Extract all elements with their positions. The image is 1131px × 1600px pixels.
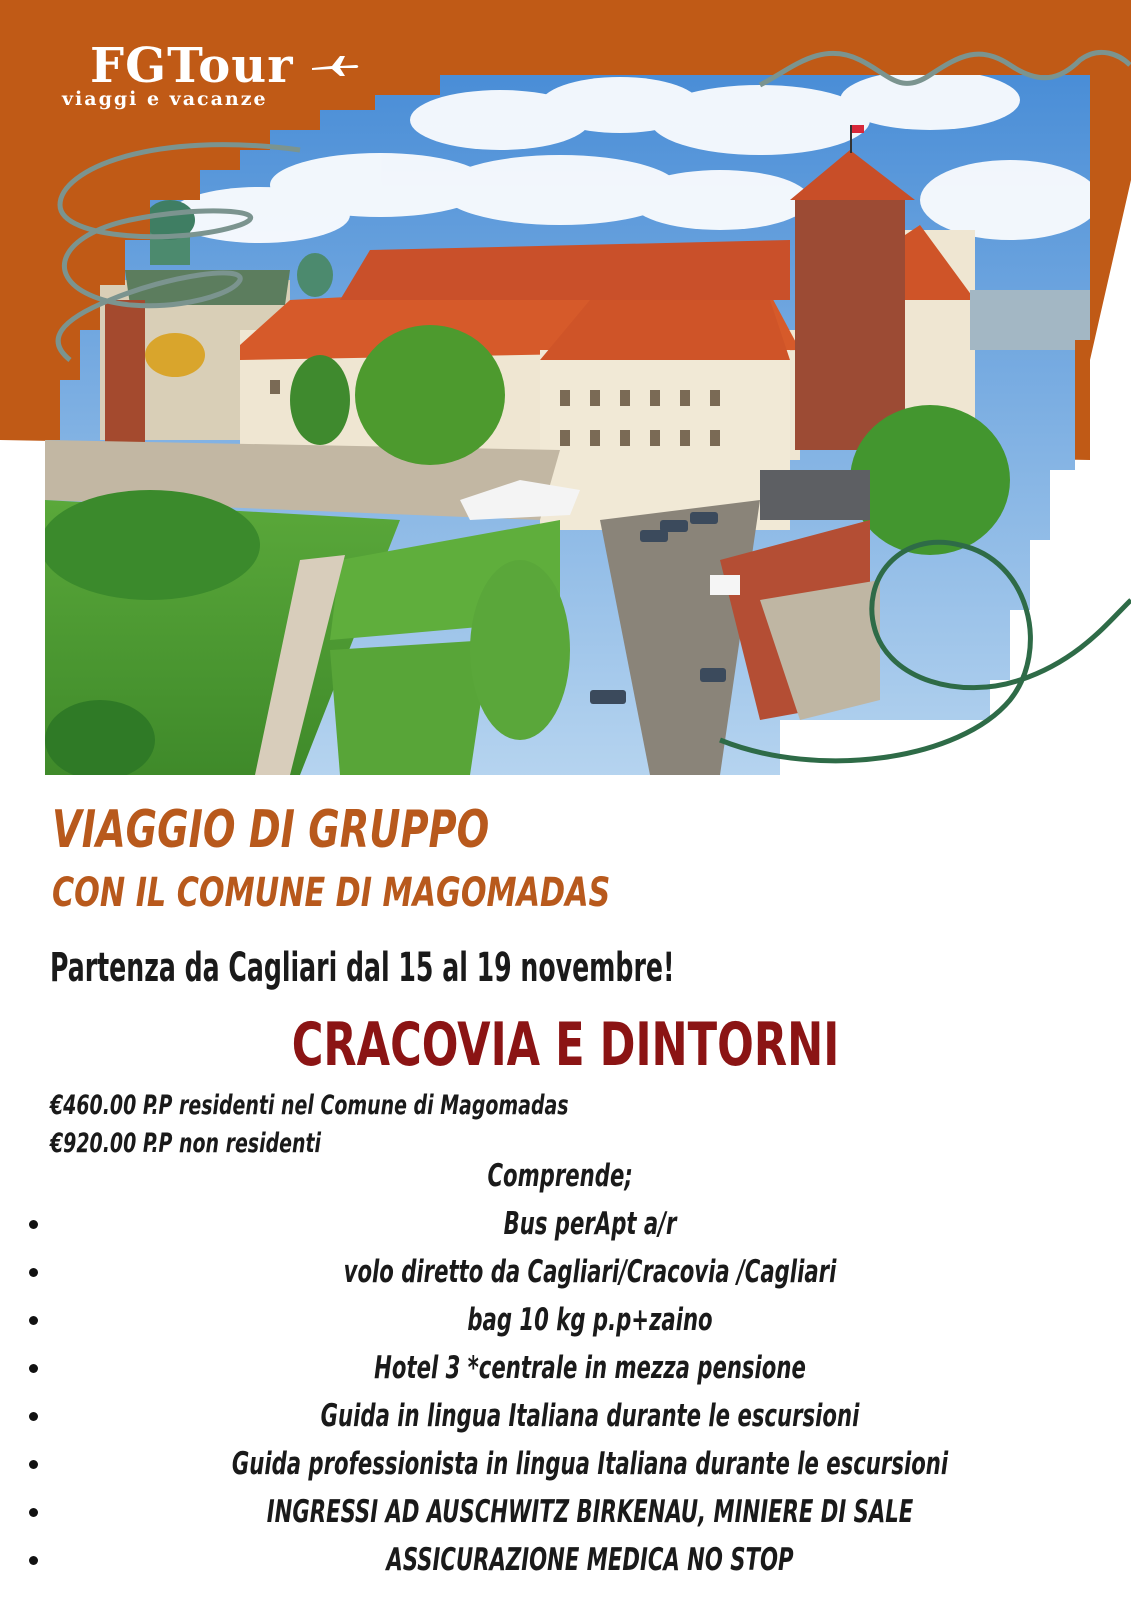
bullet-icon (29, 1364, 38, 1373)
price-non-residents: €920.00 P.P non residenti (50, 1128, 322, 1159)
bullet-icon (29, 1412, 38, 1421)
price-residents: €460.00 P.P residenti nel Comune di Magomadas (50, 1090, 569, 1121)
list-item (0, 1488, 1131, 1536)
list-item (0, 1344, 1131, 1392)
list-item-text: ASSICURAZIONE MEDICA NO STOP (386, 1542, 794, 1578)
list-item (0, 1296, 1131, 1344)
bullet-icon (29, 1460, 38, 1469)
includes-list (0, 1200, 1131, 1584)
list-item-text: Guida professionista in lingua Italiana durante le escursioni (231, 1446, 949, 1482)
bullet-icon (29, 1316, 38, 1325)
includes-label: Comprende; (487, 1158, 633, 1194)
list-item (0, 1536, 1131, 1584)
list-item-text: INGRESSI AD AUSCHWITZ BIRKENAU, MINIERE DI SALE (266, 1494, 914, 1530)
list-item (0, 1392, 1131, 1440)
list-item-text: Hotel 3 *centrale in mezza pensione (374, 1350, 806, 1386)
list-item-text: Guida in lingua Italiana durante le escursioni (320, 1398, 860, 1434)
departure-info: Partenza da Cagliari dal 15 al 19 novembre! (50, 945, 675, 991)
bullet-icon (29, 1508, 38, 1517)
airplane-icon (310, 54, 360, 78)
logo-tagline: viaggi e vacanze (62, 88, 268, 110)
destination-title: CRACOVIA E DINTORNI (291, 1010, 840, 1080)
bullet-icon (29, 1220, 38, 1229)
list-item (0, 1248, 1131, 1296)
logo-wordmark: FGTour (90, 38, 294, 94)
list-item-text: Bus perApt a/r (503, 1206, 677, 1242)
headline-line-1: VIAGGIO DI GRUPPO (52, 800, 490, 860)
list-item-text: volo diretto da Cagliari/Cracovia /Cagliari (343, 1254, 837, 1290)
list-item-text: bag 10 kg p.p+zaino (467, 1302, 713, 1338)
brand-logo (60, 40, 330, 110)
headline-line-2: CON IL COMUNE DI MAGOMADAS (52, 870, 611, 916)
list-item (0, 1200, 1131, 1248)
bullet-icon (29, 1268, 38, 1277)
bullet-icon (29, 1556, 38, 1565)
list-item (0, 1440, 1131, 1488)
